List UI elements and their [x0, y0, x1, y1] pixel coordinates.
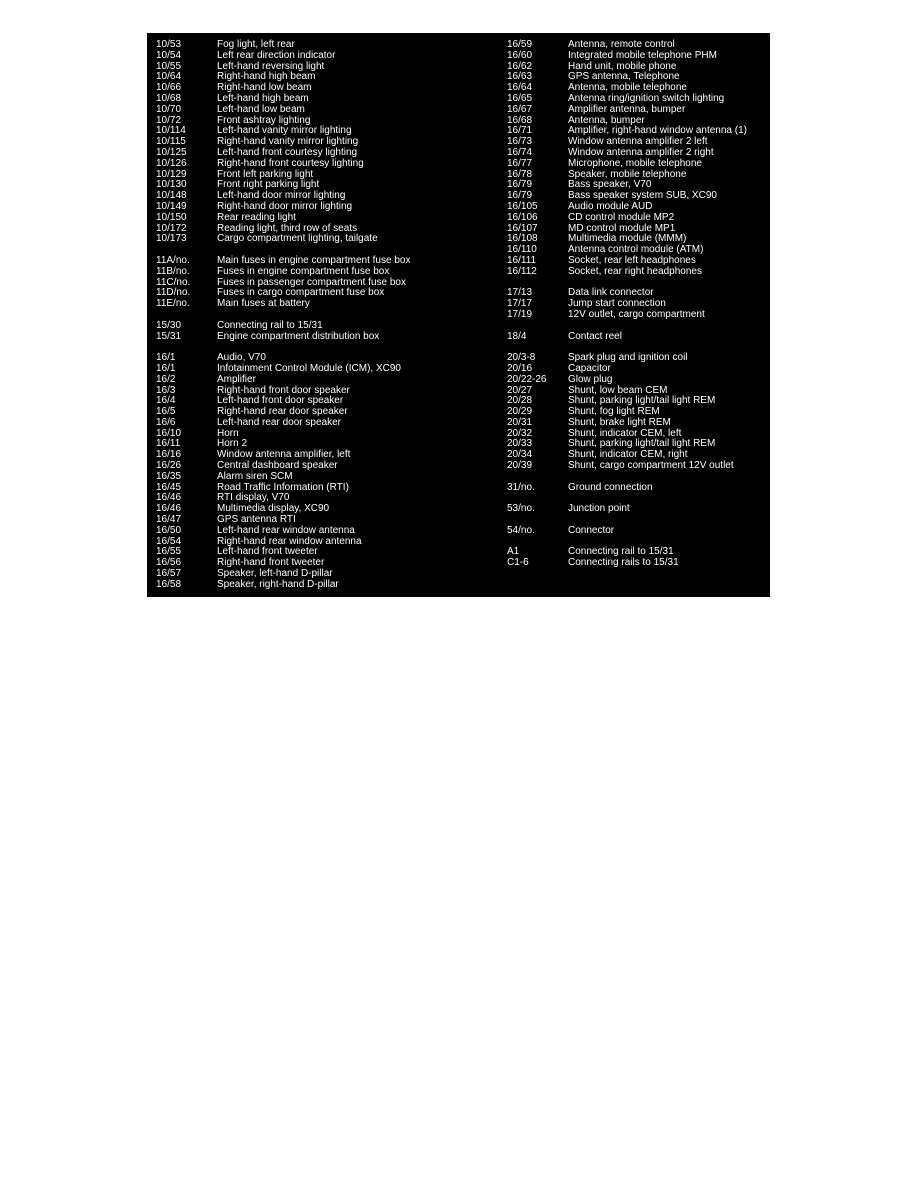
component-description: Jump start connection: [568, 298, 666, 310]
legend-row: [156, 483, 456, 494]
component-code: 16/112: [507, 265, 537, 277]
component-description: 12V outlet, cargo compartment: [568, 308, 705, 320]
component-description: Rear reading light: [217, 211, 296, 223]
component-description: Hand unit, mobile phone: [568, 60, 677, 72]
component-description: Antenna, bumper: [568, 114, 645, 126]
component-description: Speaker, right-hand D-pillar: [217, 578, 339, 590]
component-description: Cargo compartment lighting, tailgate: [217, 233, 378, 245]
legend-row: [507, 375, 767, 386]
legend-row: [507, 105, 767, 116]
component-description: Antenna ring/ignition switch lighting: [568, 92, 725, 104]
legend-row: [156, 375, 456, 386]
component-description: Bass speaker system SUB, XC90: [568, 190, 717, 202]
legend-row: [507, 51, 767, 62]
component-code: 11D/no.: [156, 287, 191, 299]
component-code: 16/79: [507, 179, 533, 191]
component-code: 10/149: [156, 200, 187, 212]
legend-row: [156, 364, 456, 375]
component-code: 10/129: [156, 168, 187, 180]
component-code: 16/111: [507, 254, 537, 266]
component-description: GPS antenna RTI: [217, 514, 296, 526]
component-code: 16/110: [507, 244, 537, 256]
component-description: Junction point: [568, 503, 630, 515]
component-description: Left-hand rear window antenna: [217, 524, 355, 536]
legend-row: [156, 267, 456, 278]
component-code: 10/72: [156, 114, 182, 126]
component-description: Alarm siren SCM: [217, 470, 293, 482]
component-legend-panel: [147, 33, 770, 597]
legend-row: [156, 299, 456, 310]
component-code: 10/115: [156, 136, 186, 148]
component-description: Fuses in cargo compartment fuse box: [217, 287, 385, 299]
component-description: Glow plug: [568, 373, 613, 385]
component-description: Data link connector: [568, 287, 654, 299]
component-description: Right-hand door mirror lighting: [217, 200, 353, 212]
component-code: 15/31: [156, 330, 182, 342]
legend-row: [156, 321, 456, 332]
component-code: 16/26: [156, 460, 182, 472]
component-code: 10/148: [156, 190, 187, 202]
legend-gap: [507, 515, 767, 526]
component-description: Shunt, fog light REM: [568, 406, 660, 418]
component-code: 20/16: [507, 362, 533, 374]
component-description: Speaker, left-hand D-pillar: [217, 568, 333, 580]
component-code: 16/77: [507, 157, 533, 169]
component-code: 16/64: [507, 82, 533, 94]
component-description: Main fuses at battery: [217, 298, 310, 310]
component-description: Window antenna amplifier 2 left: [568, 136, 708, 148]
legend-row: [507, 159, 767, 170]
component-code: 10/70: [156, 103, 182, 115]
component-description: Fuses in passenger compartment fuse box: [217, 276, 406, 288]
component-description: Reading light, third row of seats: [217, 222, 358, 234]
legend-row: [156, 418, 456, 429]
component-description: Socket, rear right headphones: [568, 265, 702, 277]
component-code: 20/34: [507, 449, 533, 461]
component-description: Front left parking light: [217, 168, 314, 180]
legend-gap: [507, 493, 767, 504]
component-description: Multimedia display, XC90: [217, 503, 330, 515]
component-code: 16/45: [156, 481, 182, 493]
component-description: Window antenna amplifier 2 right: [568, 146, 714, 158]
component-code: 16/79: [507, 190, 533, 202]
component-description: MD control module MP1: [568, 222, 676, 234]
component-code: 11B/no.: [156, 265, 190, 277]
component-code: 15/30: [156, 319, 182, 331]
legend-row: [507, 332, 767, 343]
component-description: Ground connection: [568, 481, 653, 493]
component-description: Antenna control module (ATM): [568, 244, 704, 256]
component-description: Road Traffic Information (RTI): [217, 481, 349, 493]
component-description: Shunt, low beam CEM: [568, 384, 668, 396]
legend-column-right: [507, 40, 767, 569]
component-description: Right-hand front door speaker: [217, 384, 350, 396]
component-code: 16/5: [156, 406, 176, 418]
component-description: Left-hand rear door speaker: [217, 416, 341, 428]
component-code: 16/57: [156, 568, 182, 580]
component-code: 16/1: [156, 362, 176, 374]
component-description: Left-hand reversing light: [217, 60, 325, 72]
component-description: Audio module AUD: [568, 200, 653, 212]
component-code: 17/19: [507, 308, 533, 320]
component-code: 10/55: [156, 60, 182, 72]
component-description: Integrated mobile telephone PHM: [568, 49, 717, 61]
component-description: Right-hand rear window antenna: [217, 535, 362, 547]
component-code: 16/71: [507, 125, 533, 137]
legend-row: [156, 234, 456, 245]
component-code: 16/56: [156, 557, 182, 569]
component-description: Left-hand high beam: [217, 92, 309, 104]
component-description: Shunt, parking light/tail light REM: [568, 438, 716, 450]
component-code: 18/4: [507, 330, 527, 342]
component-code: 20/3-8: [507, 352, 536, 364]
component-description: GPS antenna, Telephone: [568, 71, 680, 83]
component-description: Audio, V70: [217, 352, 266, 364]
legend-row: [507, 483, 767, 494]
component-code: 20/28: [507, 395, 533, 407]
component-description: Shunt, cargo compartment 12V outlet: [568, 460, 734, 472]
component-description: Right-hand vanity mirror lighting: [217, 136, 359, 148]
component-description: Connector: [568, 524, 615, 536]
component-code: 16/108: [507, 233, 538, 245]
legend-row: [507, 267, 767, 278]
component-description: Fuses in engine compartment fuse box: [217, 265, 390, 277]
legend-row: [156, 461, 456, 472]
component-code: 16/107: [507, 222, 538, 234]
legend-row: [156, 504, 456, 515]
legend-row: [156, 332, 456, 343]
component-code: 16/54: [156, 535, 182, 547]
component-description: Right-hand high beam: [217, 71, 316, 83]
component-code: 16/60: [507, 49, 533, 61]
component-code: 16/74: [507, 146, 533, 158]
component-code: 10/54: [156, 49, 182, 61]
component-description: Right-hand front tweeter: [217, 557, 325, 569]
component-code: 20/27: [507, 384, 533, 396]
legend-row: [507, 461, 767, 472]
legend-row: [156, 580, 456, 591]
component-description: Right-hand rear door speaker: [217, 406, 348, 418]
component-description: Central dashboard speaker: [217, 460, 338, 472]
legend-column-left: [156, 40, 456, 591]
component-code: 16/2: [156, 373, 176, 385]
component-code: 53/no.: [507, 503, 535, 515]
component-description: Shunt, indicator CEM, right: [568, 449, 688, 461]
component-description: Connecting rail to 15/31: [217, 319, 323, 331]
component-code: 16/63: [507, 71, 533, 83]
legend-row: [507, 353, 767, 364]
component-description: Window antenna amplifier, left: [217, 449, 351, 461]
component-code: 16/16: [156, 449, 182, 461]
component-description: Left rear direction indicator: [217, 49, 336, 61]
legend-row: [156, 159, 456, 170]
component-code: 10/172: [156, 222, 187, 234]
component-description: Infotainment Control Module (ICM), XC90: [217, 362, 401, 374]
component-description: Connecting rails to 15/31: [568, 557, 679, 569]
component-code: 16/73: [507, 136, 533, 148]
component-code: 16/35: [156, 470, 182, 482]
component-code: 16/3: [156, 384, 176, 396]
component-description: Fog light, left rear: [217, 39, 295, 50]
component-code: 11E/no.: [156, 298, 190, 310]
legend-row: [507, 364, 767, 375]
component-code: 20/29: [507, 406, 533, 418]
component-description: CD control module MP2: [568, 211, 675, 223]
component-code: 11C/no.: [156, 276, 191, 288]
component-code: 16/11: [156, 438, 181, 450]
component-code: 54/no.: [507, 524, 535, 536]
component-code: 16/68: [507, 114, 533, 126]
component-description: Socket, rear left headphones: [568, 254, 696, 266]
legend-row: [507, 526, 767, 537]
component-code: 10/125: [156, 146, 187, 158]
component-code: A1: [507, 546, 520, 558]
legend-row: [507, 504, 767, 515]
component-code: 16/46: [156, 492, 182, 504]
legend-row: [156, 202, 456, 213]
component-description: Right-hand low beam: [217, 82, 312, 94]
component-code: 16/58: [156, 578, 182, 590]
component-description: Main fuses in engine compartment fuse box: [217, 254, 411, 266]
component-description: Connecting rail to 15/31: [568, 546, 674, 558]
component-code: 10/130: [156, 179, 187, 191]
component-description: Front ashtray lighting: [217, 114, 311, 126]
component-code: 16/10: [156, 427, 182, 439]
component-description: Amplifier antenna, bumper: [568, 103, 686, 115]
component-code: 16/67: [507, 103, 533, 115]
component-description: Shunt, indicator CEM, left: [568, 427, 682, 439]
component-description: Left-hand front tweeter: [217, 546, 318, 558]
legend-row: [507, 310, 767, 321]
component-description: RTI display, V70: [217, 492, 290, 504]
component-description: Multimedia module (MMM): [568, 233, 687, 245]
component-code: 20/39: [507, 460, 533, 472]
legend-row: [507, 213, 767, 224]
component-code: 10/126: [156, 157, 187, 169]
component-description: Microphone, mobile telephone: [568, 157, 702, 169]
component-description: Engine compartment distribution box: [217, 330, 380, 342]
component-code: 16/6: [156, 416, 176, 428]
component-description: Left-hand front courtesy lighting: [217, 146, 358, 158]
legend-gap: [507, 321, 767, 332]
component-code: 16/59: [507, 39, 533, 50]
legend-row: [156, 51, 456, 62]
component-code: 16/50: [156, 524, 182, 536]
component-code: 10/68: [156, 92, 182, 104]
component-code: 16/78: [507, 168, 533, 180]
legend-row: [156, 213, 456, 224]
component-code: 31/no.: [507, 481, 535, 493]
component-description: Left-hand low beam: [217, 103, 305, 115]
component-description: Antenna, remote control: [568, 39, 675, 50]
component-code: 16/106: [507, 211, 538, 223]
component-code: 10/64: [156, 71, 182, 83]
component-code: C1-6: [507, 557, 529, 569]
legend-row: [507, 558, 767, 569]
component-code: 20/22-26: [507, 373, 547, 385]
component-code: 11A/no.: [156, 254, 190, 266]
component-code: 10/114: [156, 125, 186, 137]
component-code: 17/17: [507, 298, 533, 310]
component-code: 10/66: [156, 82, 182, 94]
component-code: 16/65: [507, 92, 533, 104]
component-code: 17/13: [507, 287, 533, 299]
component-description: Capacitor: [568, 362, 611, 374]
component-code: 16/46: [156, 503, 182, 515]
component-code: 10/150: [156, 211, 187, 223]
component-description: Shunt, brake light REM: [568, 416, 671, 428]
component-code: 16/4: [156, 395, 176, 407]
component-code: 16/62: [507, 60, 533, 72]
component-description: Right-hand front courtesy lighting: [217, 157, 364, 169]
legend-gap: [156, 342, 456, 353]
component-description: Horn: [217, 427, 239, 439]
component-description: Left-hand front door speaker: [217, 395, 344, 407]
component-description: Antenna, mobile telephone: [568, 82, 687, 94]
component-code: 20/33: [507, 438, 533, 450]
component-code: 10/173: [156, 233, 187, 245]
component-code: 16/47: [156, 514, 182, 526]
component-description: Front right parking light: [217, 179, 320, 191]
component-code: 16/105: [507, 200, 538, 212]
component-description: Speaker, mobile telephone: [568, 168, 687, 180]
legend-row: [156, 429, 456, 440]
component-code: 16/1: [156, 352, 176, 364]
component-description: Left-hand door mirror lighting: [217, 190, 346, 202]
component-description: Left-hand vanity mirror lighting: [217, 125, 352, 137]
component-description: Amplifier, right-hand window antenna (1): [568, 125, 747, 137]
component-code: 20/31: [507, 416, 533, 428]
legend-row: [156, 94, 456, 105]
component-description: Spark plug and ignition coil: [568, 352, 688, 364]
component-code: 10/53: [156, 39, 182, 50]
component-description: Shunt, parking light/tail light REM: [568, 395, 716, 407]
component-code: 16/55: [156, 546, 182, 558]
legend-row: [156, 105, 456, 116]
component-description: Contact reel: [568, 330, 622, 342]
component-description: Amplifier: [217, 373, 256, 385]
component-code: 20/32: [507, 427, 533, 439]
component-description: Bass speaker, V70: [568, 179, 652, 191]
component-description: Horn 2: [217, 438, 248, 450]
